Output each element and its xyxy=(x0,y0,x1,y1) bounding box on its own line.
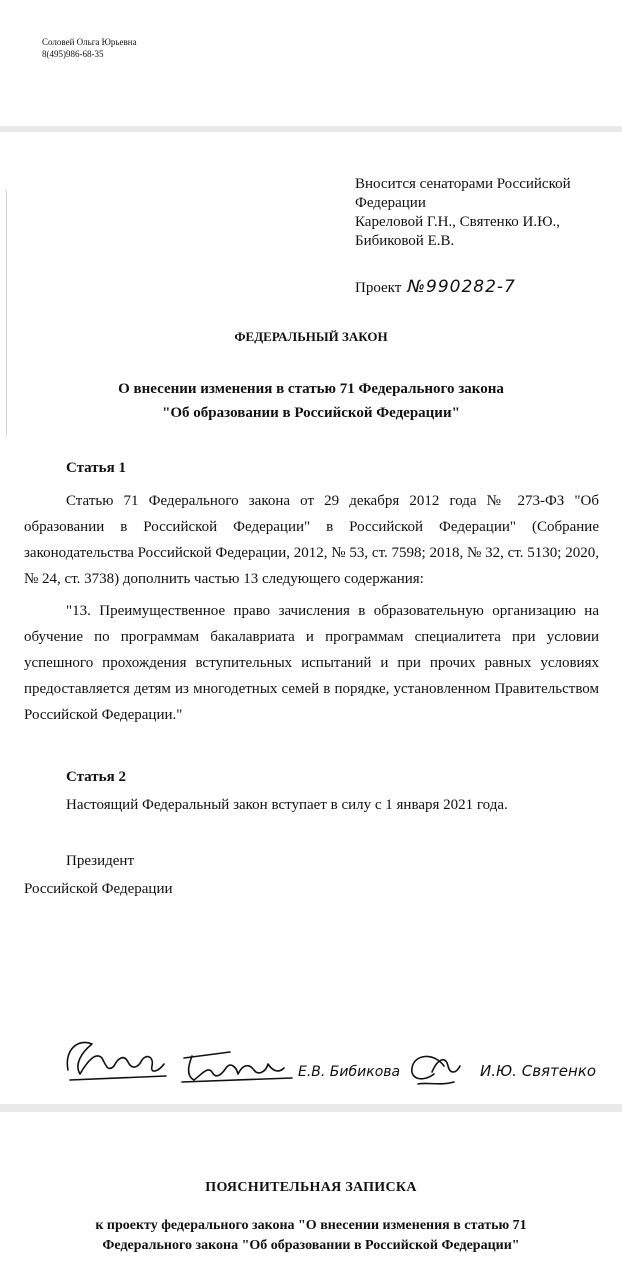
signature-title-line-2: Российской Федерации xyxy=(24,881,173,897)
page-separator xyxy=(0,126,622,132)
signature-name-svyatenko: И.Ю. Святенко xyxy=(480,1062,597,1080)
article-2-text: Настоящий Федеральный закон вступает в силу с 1 января 2021 года. xyxy=(66,797,508,813)
introduced-by-line: Федерации xyxy=(355,195,426,211)
article-1-heading: Статья 1 xyxy=(66,460,126,476)
article-2-heading: Статья 2 xyxy=(66,769,126,785)
introduced-by xyxy=(355,175,615,251)
project-label: Проект xyxy=(355,280,402,296)
explanatory-note-subtitle-line: Федерального закона "Об образовании в Российской Федерации" xyxy=(102,1238,520,1253)
explanatory-note-title: ПОЯСНИТЕЛЬНАЯ ЗАПИСКА xyxy=(205,1180,417,1195)
signature-name-bibikova: Е.В. Бибикова xyxy=(298,1064,401,1080)
law-subtitle-line: О внесении изменения в статью 71 Федерального закона xyxy=(118,381,504,397)
contact-phone: 8(495)986-68-35 xyxy=(42,49,104,59)
law-subtitle-line: "Об образовании в Российской Федерации" xyxy=(162,405,460,421)
signature-karelova xyxy=(67,1042,166,1080)
law-title: ФЕДЕРАЛЬНЫЙ ЗАКОН xyxy=(234,329,388,344)
introduced-by-line: Бибиковой Е.В. xyxy=(355,233,455,249)
contact-name: Соловей Ольга Юрьевна xyxy=(42,37,137,47)
signature-title-line-1: Президент xyxy=(66,853,134,869)
signature-svyatenko xyxy=(412,1056,460,1084)
introduced-by-line: Вносится сенаторами Российской xyxy=(355,176,571,192)
page-separator xyxy=(0,1104,622,1112)
explanatory-note-subtitle xyxy=(30,1216,592,1256)
article-1-paragraph-2: "13. Преимущественное право зачисления в образовательную организацию на обучение по программам бакалавриата и программам специалитета при условии успешного прохождения вступительных испытаний и при прочих равных условиях предоставляется детям из многодетных семей в порядке, установленном Правительством Российской Федерации." xyxy=(24,603,599,723)
law-subtitle xyxy=(40,377,582,425)
signature-bibikova xyxy=(182,1052,292,1082)
explanatory-note-subtitle-line: к проекту федерального закона "О внесении изменения в статью 71 xyxy=(95,1218,527,1233)
project-number xyxy=(355,277,516,298)
article-1-paragraph-1: Статью 71 Федерального закона от 29 декабря 2012 года № 273-ФЗ "Об образовании в Российской Федерации" в Российской Федерации" (Собрание законодательства Российской Федерации, 2012, № 53, ст. 7598; 2018, № 32, ст. 5130; 2020, № 24, ст. 3738) дополнить частью 13 следующего содержания: xyxy=(24,493,599,587)
handwritten-project-number: №990282-7 xyxy=(407,277,516,297)
scroll-edge xyxy=(0,188,7,438)
contact-block xyxy=(42,36,137,60)
introduced-by-line: Кареловой Г.Н., Святенко И.Ю., xyxy=(355,214,560,230)
handwritten-signatures xyxy=(62,1030,602,1090)
